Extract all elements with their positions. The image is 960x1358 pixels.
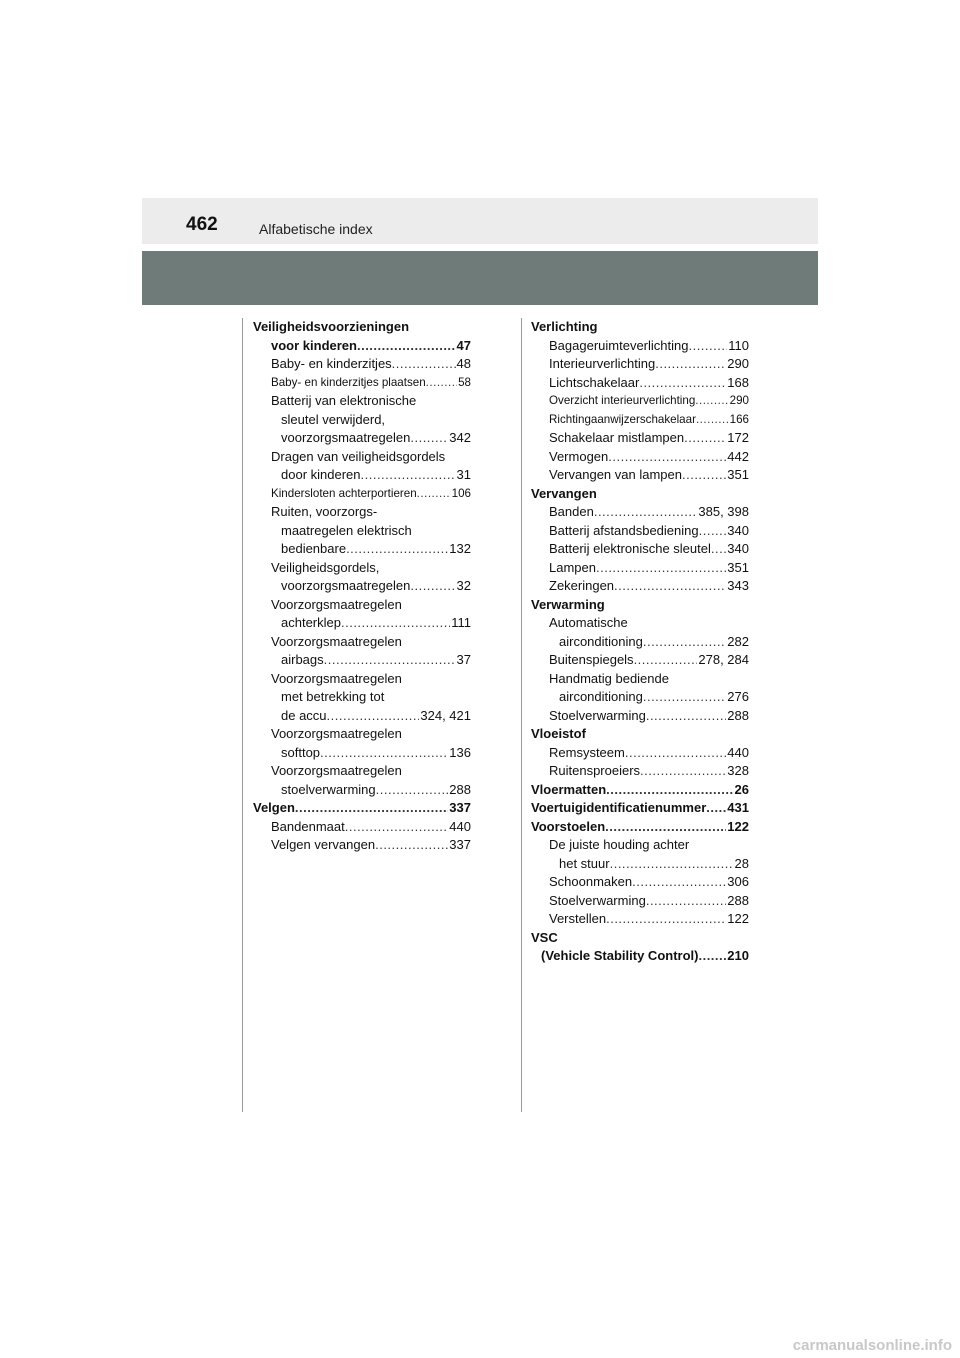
index-entry [531,910,749,929]
dot-leader [596,559,726,578]
index-entry [531,503,749,522]
index-entry-page: 290 [727,356,749,371]
index-entry-page: 340 [727,522,749,538]
dot-leader [417,485,451,504]
header-band [142,198,818,244]
index-entry-page: 168 [727,374,749,390]
index-entry [531,337,749,356]
index-entry-term: Ruiten, voorzorgs- [271,504,378,519]
index-entry-term: Batterij afstandsbediening [549,522,699,538]
index-entry-page: 47 [456,337,471,353]
index-entry [531,670,749,689]
section-title: Alfabetische index [259,221,373,237]
index-entry [253,744,471,763]
index-entry-term: Voorstoelen [531,818,606,834]
index-entry-term: Vloermatten [531,781,607,797]
index-entry-term: Batterij van elektronische [271,393,417,408]
index-entry-term: voorzorgsmaatregelen [281,578,411,593]
index-entry [531,577,749,596]
index-entry-term: airconditioning [559,633,643,649]
index-entry-term: Schakelaar mistlampen [549,430,685,445]
index-entry-page: 385, 398 [698,504,749,519]
dot-leader [682,466,726,485]
index-entry [531,892,749,911]
index-entry-page: 166 [729,412,749,426]
index-entry [253,466,471,485]
index-entry [253,429,471,448]
index-entry [253,559,471,578]
dot-leader [610,855,734,874]
index-entry-page: 442 [727,448,749,464]
dot-leader [295,799,448,818]
index-entry-term: sleutel verwijderd, [281,411,386,427]
index-entry-term: Veiligheidsvoorzieningen [253,319,410,334]
index-entry-page: 290 [729,394,749,407]
index-entry [253,633,471,652]
index-entry-page: 278, 284 [698,652,749,667]
index-entry-term: Vermogen [549,448,609,464]
index-entry-term: Lichtschakelaar [549,374,640,390]
index-entry-term: Verstellen [549,911,607,926]
index-entry-term: Richtingaanwijzerschakelaar [549,412,696,426]
index-entry [531,448,749,467]
index-entry-term: Voorzorgsmaatregelen [271,633,402,649]
dot-leader [426,374,457,393]
index-entry-term: Bagageruimteverlichting [549,337,689,353]
index-entry-page: 132 [449,541,471,556]
index-entry-term: airconditioning [559,689,643,704]
index-entry [253,337,471,356]
dot-leader [324,651,456,670]
dot-leader [696,411,729,430]
index-entry-term: door kinderen [281,467,361,482]
index-entry-term: softtop [281,744,321,760]
index-entry [531,799,749,818]
dot-leader [632,873,726,892]
index-entry [253,725,471,744]
dot-leader [346,540,448,559]
index-entry-term: Banden [549,504,594,519]
index-entry [253,374,471,393]
index-entry-page: 111 [451,615,471,630]
index-entry-page: 288 [449,781,471,797]
dot-leader [392,355,456,374]
index-entry [531,725,749,744]
index-entry-term: stoelverwarming [281,781,376,797]
index-entry-term: Handmatig bediende [549,670,669,686]
index-entry [531,947,749,966]
index-entry-term: het stuur [559,855,610,871]
index-entry [531,429,749,448]
dot-leader [639,374,726,393]
index-entry-page: 342 [449,430,471,445]
index-entry-page: 351 [727,467,749,482]
index-entry-term: Veiligheidsgordels, [271,559,380,575]
index-entry-page: 122 [727,818,749,834]
dot-leader [698,947,726,966]
index-entry-term: de accu [281,707,327,723]
dot-leader [625,744,726,763]
index-entry-page: 282 [727,633,749,649]
index-entry [531,651,749,670]
dot-leader [375,836,448,855]
index-entry [531,596,749,615]
index-entry-term: Dragen van veiligheidsgordels [271,448,446,464]
index-entry-term: Voorzorgsmaatregelen [271,726,402,741]
dot-leader [655,355,726,374]
dot-leader [706,799,726,818]
index-entry-page: 26 [734,781,749,797]
index-entry-page: 337 [449,837,471,852]
index-entry [531,707,749,726]
index-entry-page: 172 [727,430,749,445]
index-entry-page: 210 [727,948,749,963]
index-entry [253,688,471,707]
index-entry [531,540,749,559]
index-entry [253,411,471,430]
dot-leader [646,707,726,726]
index-entry-term: Bandenmaat [271,818,345,834]
index-entry-term: Ruitensproeiers [549,763,641,778]
index-entry-page: 440 [727,744,749,760]
dot-leader [640,762,726,781]
index-entry [531,781,749,800]
index-entry-term: Overzicht interieurverlichting [549,394,696,407]
index-entry [531,744,749,763]
index-entry-page: 351 [727,559,749,575]
dot-leader [606,781,733,800]
index-entry [253,448,471,467]
dot-leader [643,688,726,707]
dot-leader [699,522,727,541]
watermark: carmanualsonline.info [792,1337,952,1354]
index-entry-page: 58 [458,375,471,389]
dot-leader [634,651,698,670]
index-entry [253,707,471,726]
index-entry-term: Interieurverlichting [549,356,656,371]
index-entry-term: achterklep [281,615,341,630]
index-entry-term: maatregelen elektrisch [281,522,412,538]
index-entry [253,651,471,670]
index-entry-page: 48 [456,356,471,371]
left-column-rule [242,318,243,1112]
index-entry-term: Vervangen van lampen [549,467,682,482]
index-entry-term: Verlichting [531,319,598,334]
index-entry-page: 324, 421 [420,707,471,723]
index-entry-term: Voorzorgsmaatregelen [271,670,402,686]
index-entry [531,855,749,874]
index-entry-term: Lampen [549,559,596,575]
index-entry [253,522,471,541]
index-entry [531,929,749,948]
dot-leader [695,392,728,411]
index-entry [253,355,471,374]
index-entry [253,503,471,522]
dot-leader [608,448,726,467]
index-entry-term: Remsysteem [549,744,625,760]
index-entry [253,818,471,837]
index-entry-term: Batterij elektronische sleutel [549,541,711,556]
index-entry [531,374,749,393]
index-entry [531,355,749,374]
index-entry [253,577,471,596]
dot-leader [614,577,726,596]
index-entry-page: 122 [727,911,749,926]
index-entry-term: bedienbare [281,541,347,556]
index-entry-term: voor kinderen [271,337,357,353]
index-entry [253,762,471,781]
index-entry [531,318,749,337]
index-entry [253,836,471,855]
index-entry-page: 32 [456,578,471,593]
dot-leader [605,818,726,837]
index-entry-term: Baby- en kinderzitjes plaatsen [271,375,426,389]
index-entry [531,762,749,781]
index-entry [253,392,471,411]
index-entry-page: 106 [451,486,471,500]
index-entry [531,818,749,837]
index-entry [531,873,749,892]
index-entry-page: 288 [727,707,749,723]
index-entry-page: 306 [727,874,749,889]
index-entry [253,596,471,615]
index-entry-page: 37 [456,652,471,667]
index-column-right [531,318,749,966]
index-entry [531,836,749,855]
index-entry [253,614,471,633]
dot-leader [345,818,449,837]
dot-leader [594,503,698,522]
index-entry [253,799,471,818]
index-entry-term: Voorzorgsmaatregelen [271,763,402,778]
dot-leader [327,707,420,726]
dot-leader [361,466,456,485]
index-entry [531,614,749,633]
dot-leader [357,337,456,356]
index-entry-term: Kindersloten achterportieren [271,486,417,500]
index-entry [531,411,749,430]
index-entry-term: VSC [531,929,558,945]
index-entry-page: 337 [449,800,471,815]
index-entry-term: Voertuigidentificatienummer [531,800,707,815]
index-entry-page: 288 [727,892,749,908]
index-entry-term: Verwarming [531,596,605,612]
index-entry [253,540,471,559]
index-entry-page: 276 [727,689,749,704]
index-entry-page: 431 [727,800,749,815]
dot-leader [341,614,450,633]
index-entry-page: 440 [449,818,471,834]
dot-leader [410,577,455,596]
dot-leader [320,744,448,763]
dot-leader [376,781,449,800]
index-entry-term: voorzorgsmaatregelen [281,430,411,445]
index-entry-page: 328 [727,763,749,778]
index-entry-page: 28 [734,855,749,871]
index-entry-page: 136 [449,744,471,760]
index-entry-term: met betrekking tot [281,689,385,704]
dot-leader [684,429,726,448]
index-entry-term: Zekeringen [549,578,615,593]
index-entry-term: (Vehicle Stability Control) [541,948,699,963]
index-entry [531,559,749,578]
index-entry-term: Vloeistof [531,726,586,741]
index-entry-term: Buitenspiegels [549,652,634,667]
dot-leader [643,633,726,652]
index-entry-page: 340 [727,541,749,556]
dot-leader [606,910,726,929]
index-entry-term: airbags [281,652,324,667]
index-entry [531,522,749,541]
index-entry-term: Vervangen [531,485,597,501]
index-entry-page: 110 [728,337,749,353]
index-column-left [253,318,471,855]
index-entry [253,318,471,337]
index-entry [531,633,749,652]
index-entry [531,485,749,504]
page-number: 462 [186,214,218,235]
index-entry [531,466,749,485]
index-entry-term: Schoonmaken [549,874,633,889]
index-entry [253,781,471,800]
index-entry-page: 343 [727,578,749,593]
index-entry [253,670,471,689]
index-entry-page: 31 [456,467,471,482]
right-column-rule [521,318,522,1112]
index-entry-term: Stoelverwarming [549,892,646,908]
index-entry-term: Velgen vervangen [271,837,376,852]
index-entry [531,688,749,707]
index-entry-term: Voorzorgsmaatregelen [271,596,402,612]
index-entry-term: De juiste houding achter [549,837,690,852]
index-entry-term: Velgen [253,800,295,815]
dot-leader [711,540,726,559]
index-entry-term: Stoelverwarming [549,707,646,723]
index-entry [531,392,749,411]
index-entry [253,485,471,504]
dot-leader [646,892,726,911]
title-bar [142,251,818,305]
index-entry-term: Automatische [549,615,628,630]
dot-leader [688,337,727,356]
dot-leader [410,429,448,448]
index-entry-term: Baby- en kinderzitjes [271,356,392,371]
